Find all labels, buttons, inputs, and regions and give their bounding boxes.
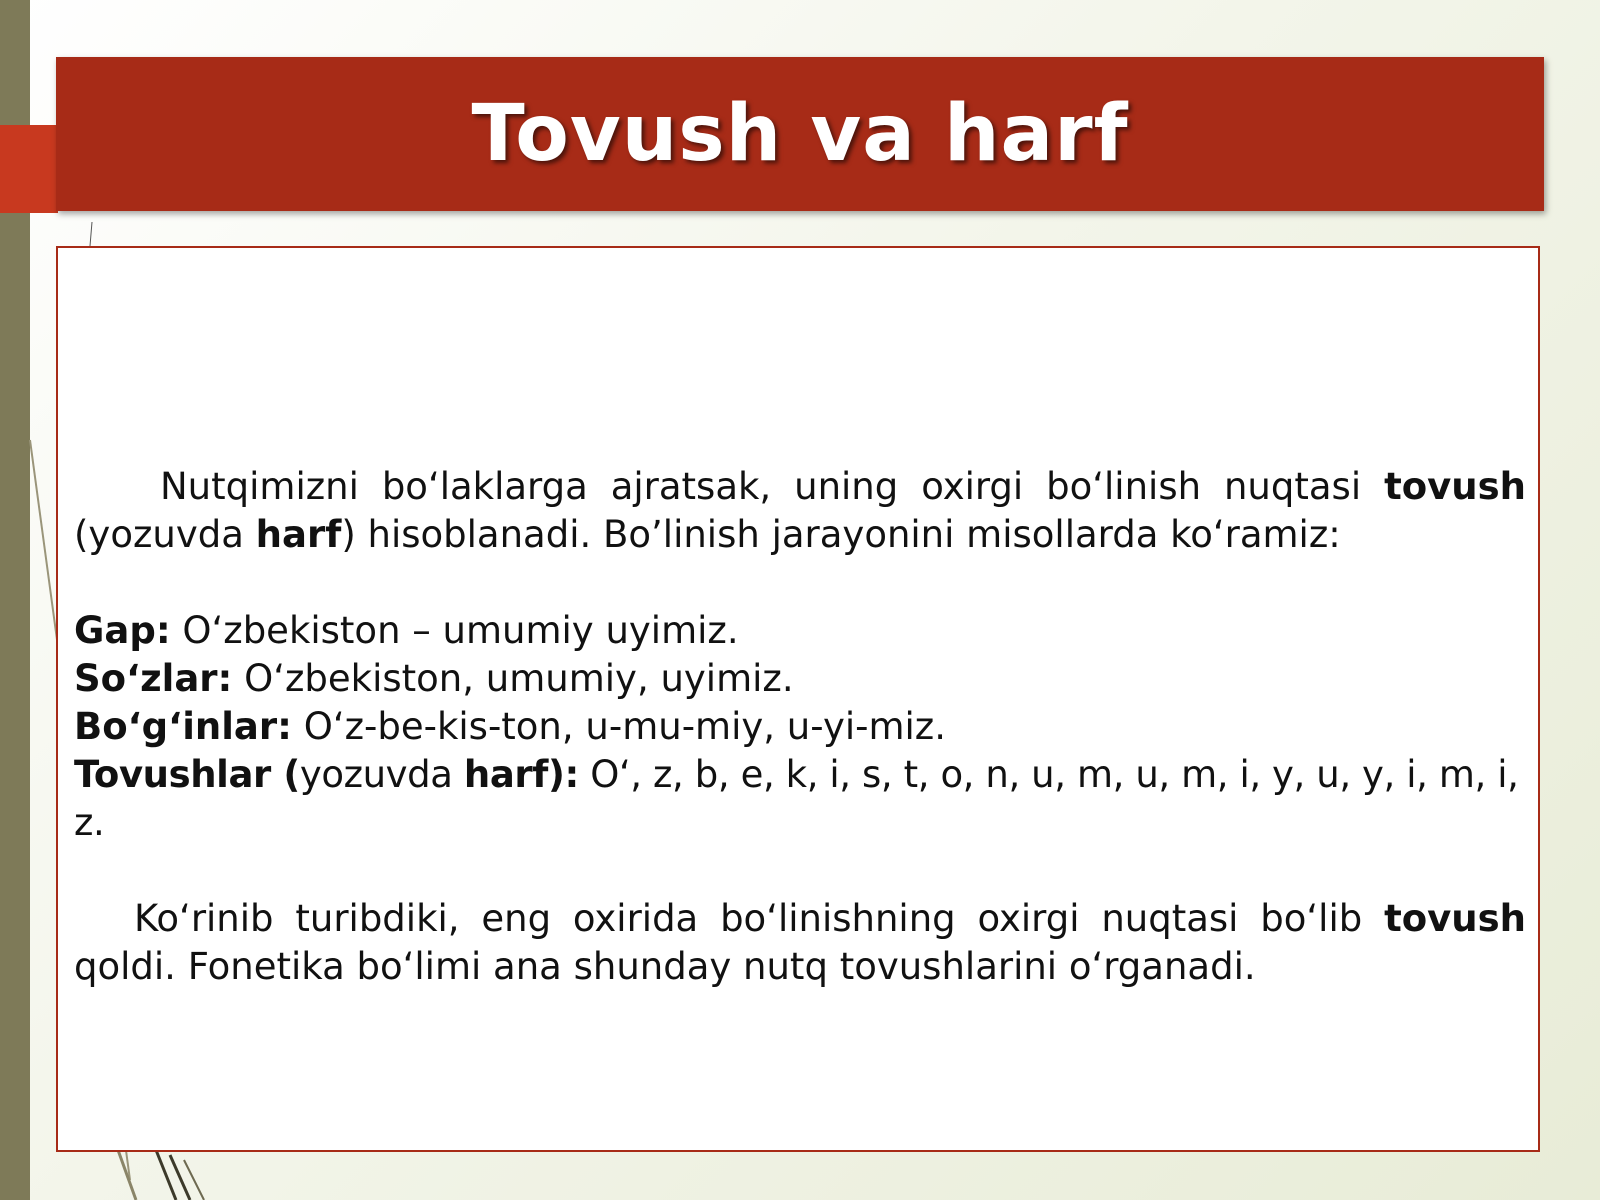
- tovushlar-harf: harf):: [463, 753, 579, 796]
- tovushlar-line: [74, 751, 1526, 847]
- intro-text-2: (yozuvda: [74, 513, 256, 556]
- intro-bold-harf: harf: [255, 513, 342, 556]
- intro-paragraph: [74, 463, 1526, 559]
- sozlar-label: So‘zlar:: [74, 657, 233, 700]
- slide-title: Tovush va harf: [471, 89, 1129, 179]
- boginlar-label: Bo‘g‘inlar:: [74, 705, 292, 748]
- intro-bold-tovush: tovush: [1384, 465, 1526, 508]
- conclusion-text-1: Ko‘rinib turibdiki, eng oxirida bo‘linishning oxirgi nuqtasi bo‘lib: [134, 897, 1385, 940]
- intro-text-1: Nutqimizni bo‘laklarga ajratsak, uning oxirgi bo‘linish nuqtasi: [160, 465, 1385, 508]
- boginlar-text: O‘z-be-kis-ton, u-mu-miy, u-yi-miz.: [291, 705, 946, 748]
- accent-tab: [0, 125, 58, 213]
- intro-text-3: ) hisoblanadi. Bo’linish jarayonini misollarda ko‘ramiz:: [341, 513, 1341, 556]
- tovushlar-text: O‘, z, b, e, k, i, s, t, o, n, u, m, u, m, i, y, u, y, i, m, i, z.: [74, 753, 1519, 844]
- gap-text: O‘zbekiston – umumiy uyimiz.: [170, 609, 739, 652]
- conclusion-bold-tovush: tovush: [1384, 897, 1526, 940]
- tovushlar-label: Tovushlar (: [74, 753, 300, 796]
- title-bar: [56, 57, 1544, 211]
- body-text: [74, 463, 1526, 991]
- content-box: [56, 246, 1540, 1152]
- gap-line: [74, 607, 1526, 655]
- conclusion-paragraph: [74, 895, 1526, 991]
- boginlar-line: [74, 703, 1526, 751]
- tovushlar-mid: yozuvda: [299, 753, 464, 796]
- conclusion-text-2: qoldi. Fonetika bo‘limi ana shunday nutq tovushlarini o‘rganadi.: [74, 945, 1256, 988]
- gap-label: Gap:: [74, 609, 171, 652]
- spacer: [74, 559, 1526, 607]
- sozlar-text: O‘zbekiston, umumiy, uyimiz.: [232, 657, 794, 700]
- spacer: [74, 847, 1526, 895]
- sozlar-line: [74, 655, 1526, 703]
